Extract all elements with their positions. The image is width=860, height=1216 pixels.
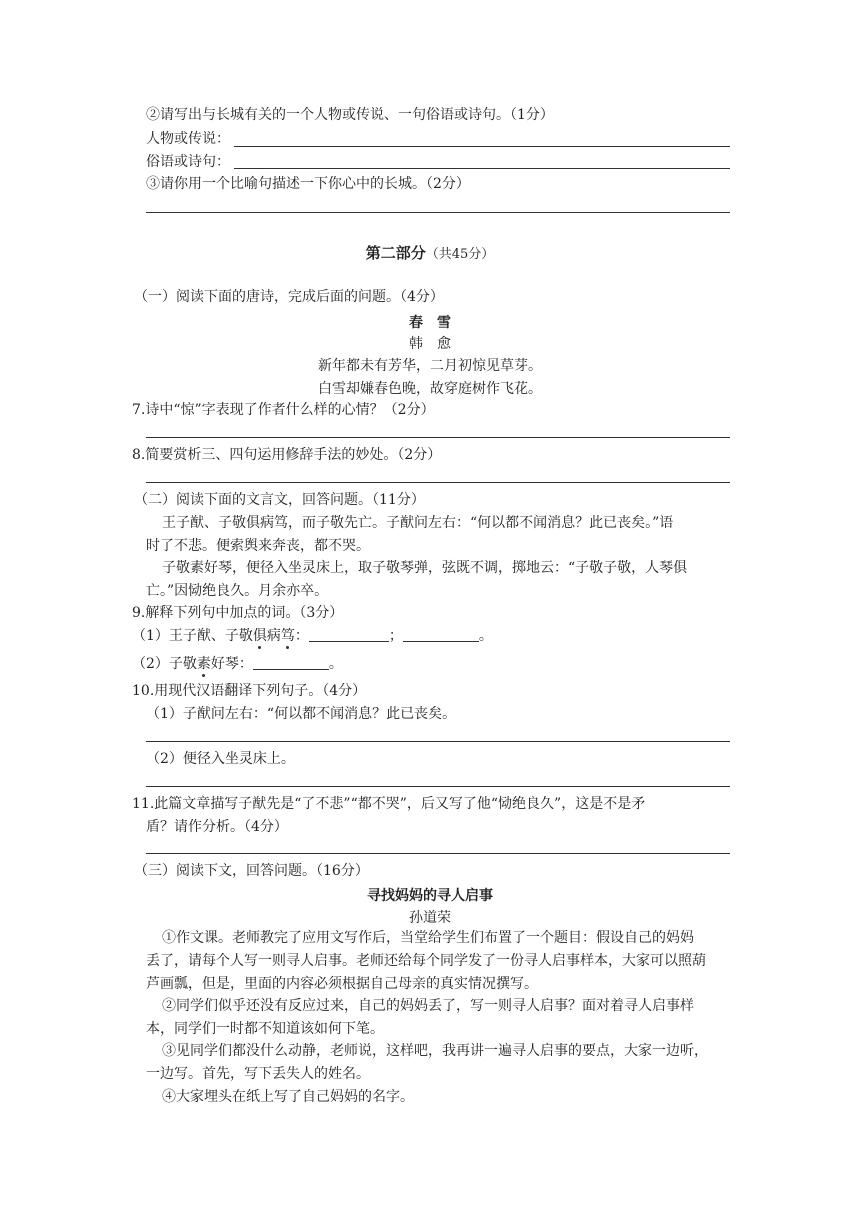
q9-2-end: 。 <box>328 656 343 672</box>
q9-1-dotted-word-2: 笃 <box>280 628 295 644</box>
q9-1-end: 。 <box>478 628 493 644</box>
q7-answer-line[interactable] <box>146 437 730 438</box>
classical-para1-line1: 王子猷、子敬俱病笃，而子敬先亡。子猷问左右：“何以都不闻消息？此已丧矣。”语 <box>162 515 674 531</box>
q10-2-answer-line[interactable] <box>146 786 730 787</box>
modern-article-title: 寻找妈妈的寻人启事 <box>367 888 493 904</box>
person-answer-line[interactable] <box>234 146 730 147</box>
poem-line-2: 白雪却嫌春色晚，故穿庭树作飞花。 <box>318 381 542 397</box>
q3-answer-line[interactable] <box>146 212 730 213</box>
q10-1-answer-line[interactable] <box>146 741 730 742</box>
poem-line-1: 新年都未有芳华，二月初惊见草芽。 <box>318 358 542 374</box>
q9-2-blank[interactable] <box>253 655 329 670</box>
question-7: 7.诗中“惊”字表现了作者什么样的心情？（2分） <box>132 402 435 418</box>
modern-p1-line2: 丢了，请每个人写一则寻人启事。老师还给每个同学发了一份寻人启事样本，大家可以照葫 <box>146 953 706 969</box>
q9-1-text-c: ： <box>294 628 309 644</box>
poem-section-intro: （一）阅读下面的唐诗，完成后面的问题。（4分） <box>134 289 444 305</box>
person-label: 人物或传说： <box>146 131 230 147</box>
question-9-1 <box>132 627 493 645</box>
question-10-2: （2）便径入坐灵床上。 <box>146 751 295 767</box>
classical-para2-line2: 亡。”因恸绝良久。月余亦卒。 <box>146 583 329 599</box>
proverb-answer-line[interactable] <box>234 168 730 169</box>
part2-heading <box>0 242 860 263</box>
modern-p1-line3: 芦画瓢，但是，里面的内容必须根据自己母亲的真实情况撰写。 <box>146 976 538 992</box>
modern-p3-line1: ③见同学们都没什么动静，老师说，这样吧，我再讲一遍寻人启事的要点，大家一边听， <box>162 1043 708 1059</box>
q9-1-blank-1[interactable] <box>309 627 389 642</box>
q9-2-text-b: 好琴： <box>210 656 253 672</box>
proverb-label: 俗语或诗句： <box>146 154 230 170</box>
q9-1-dotted-word-1: 俱 <box>252 628 267 644</box>
modern-article-author: 孙道荣 <box>409 910 451 926</box>
poem-title: 春 雪 <box>409 315 451 331</box>
q9-2-text-a: （2）子敬 <box>132 656 197 672</box>
modern-section-intro: （三）阅读下文，回答问题。（16分） <box>134 863 369 879</box>
part2-subtitle: （共45分） <box>425 247 495 262</box>
question-10: 10.用现代汉语翻译下列句子。（4分） <box>132 683 367 699</box>
question-9-2 <box>132 655 343 673</box>
modern-p4-line1: ④大家埋头在纸上写了自己妈妈的名字。 <box>162 1089 414 1105</box>
modern-p2-line1: ②同学们似乎还没有反应过来，自己的妈妈丢了，写一则寻人启事？面对着寻人启事样 <box>162 998 694 1014</box>
q3-prompt: ③请你用一个比喻句描述一下你心中的长城。（2分） <box>146 176 470 192</box>
question-11-line1: 11.此篇文章描写子猷先是“了不悲”“都不哭”，后又写了他“恸绝良久”，这是不是矛 <box>132 796 646 812</box>
question-9: 9.解释下列句中加点的词。（3分） <box>132 605 344 621</box>
question-10-1: （1）子猷问左右：“何以都不闻消息？此已丧矣。 <box>146 706 457 722</box>
q9-1-blank-2[interactable] <box>403 627 479 642</box>
modern-p3-line2: 一边写。首先，写下丢失人的姓名。 <box>146 1066 370 1082</box>
modern-p1-line1: ①作文课。老师教完了应用文写作后，当堂给学生们布置了一个题目：假设自己的妈妈 <box>162 930 694 946</box>
modern-p2-line2: 本，同学们一时都不知道该如何下笔。 <box>146 1021 384 1037</box>
question-8: 8.简要赏析三、四句运用修辞手法的妙处。（2分） <box>132 447 442 463</box>
question-11-line2: 盾？请作分析。（4分） <box>146 819 288 835</box>
classical-section-intro: （二）阅读下面的文言文，回答问题。（11分） <box>134 492 425 508</box>
q2-prompt: ②请写出与长城有关的一个人物或传说、一句俗语或诗句。（1分） <box>146 107 554 123</box>
q9-1-text-b: 病 <box>266 628 281 644</box>
q9-1-text-a: （1）王子猷、子敬 <box>132 628 253 644</box>
q8-answer-line[interactable] <box>146 482 730 483</box>
classical-para2-line1: 子敬素好琴，便径入坐灵床上，取子敬琴弹，弦既不调，掷地云：“子敬子敬，人琴俱 <box>162 560 688 576</box>
part2-title: 第二部分 <box>365 244 426 262</box>
q9-1-separator: ； <box>388 628 403 644</box>
poem-author: 韩 愈 <box>409 336 451 352</box>
classical-para1-line2: 时了不悲。便索舆来奔丧，都不哭。 <box>146 538 370 554</box>
q9-2-dotted-word: 素 <box>196 656 211 672</box>
q11-answer-line[interactable] <box>146 853 730 854</box>
